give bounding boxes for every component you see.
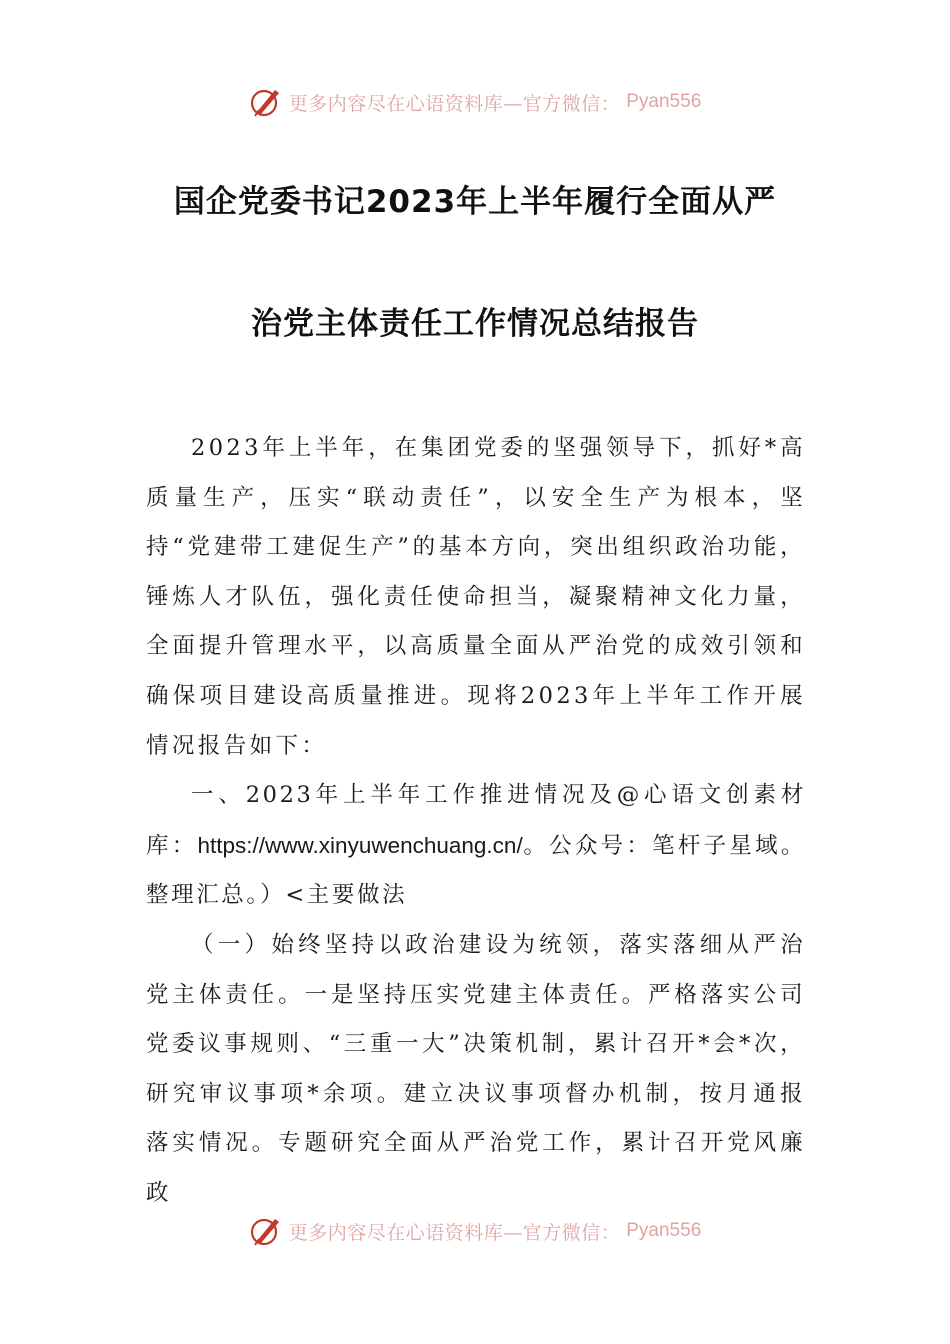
watermark-wechat-id: Pyan556 — [626, 91, 702, 112]
document-title-line-1: 国企党委书记2023年上半年履行全面从严 — [173, 184, 777, 220]
watermark-text: 更多内容尽在心语资料库—官方微信： — [288, 92, 621, 115]
source-url: https://www.xinyuwenchuang.cn/ — [197, 832, 523, 858]
quill-logo-icon — [249, 85, 283, 119]
section-1-heading: 一、2023年上半年工作推进情况及@心语文创素材库： — [146, 782, 806, 859]
paragraph-section-1 — [146, 771, 806, 921]
watermark-footer — [0, 1211, 950, 1251]
watermark-header — [0, 82, 950, 122]
paragraph-intro: 2023年上半年，在集团党委的坚强领导下，抓好*高质量生产，压实“联动责任”，以安全生产为根本，坚持“党建带工建促生产”的基本方向，突出组织政治功能，锤炼人才队伍，强化责任使命担当，凝聚精神文化力量，全面提升管理水平，以高质量全面从严治党的成效引领和确保项目建设高质量推进。现将2023年上半年工作开展情况报告如下： — [146, 435, 806, 759]
watermark-wechat-id: Pyan556 — [626, 1220, 702, 1241]
document-body — [146, 424, 806, 1219]
watermark-text: 更多内容尽在心语资料库—官方微信： — [288, 1221, 621, 1244]
paragraph-subsection-1: （一）始终坚持以政治建设为统领，落实落细从严治党主体责任。一是坚持压实党建主体责任。严格落实公司党委议事规则、“三重一大”决策机制，累计召开*会*次，研究审议事项*余项。建立决议事项督办机制，按月通报落实情况。专题研究全面从严治党工作，累计召开党风廉政 — [146, 931, 806, 1206]
quill-logo-icon — [249, 1214, 283, 1248]
section-1-heading-rest: 。公众号：笔杆子星域。整理汇总。）<主要做法 — [146, 832, 806, 909]
document-title-line-2: 治党主体责任工作情况总结报告 — [251, 306, 699, 342]
